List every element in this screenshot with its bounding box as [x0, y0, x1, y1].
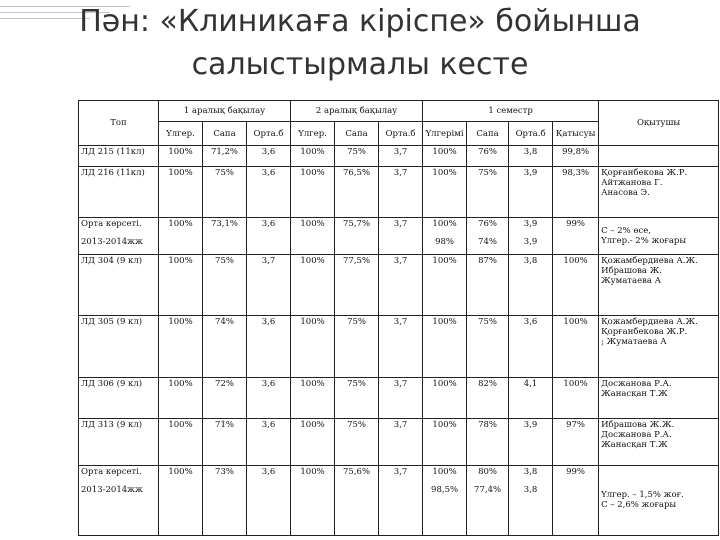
value-cell [247, 218, 291, 254]
value-cell [203, 418, 247, 465]
value-cell [159, 378, 203, 419]
value-cell [423, 254, 467, 316]
teacher-cell [599, 316, 719, 378]
value-cell [467, 465, 509, 535]
header-group: Топ [79, 101, 159, 146]
cell-value: 100% [432, 317, 457, 328]
cell-value-secondary: 98% [435, 237, 455, 248]
cell-value: 100% [300, 379, 325, 390]
teacher-name: Қорғанбекова Ж.Р. [601, 327, 688, 338]
group-name: ЛД 215 (11кл) [81, 146, 145, 157]
cell-value-secondary: 77,4% [474, 484, 502, 495]
value-cell [247, 167, 291, 218]
header-block-3: 1 семестр [423, 101, 599, 122]
teacher-name: Үлгер.- 2% жоғары [601, 235, 687, 246]
value-cell [203, 167, 247, 218]
cell-value: 3,8 [523, 466, 538, 477]
comparison-table [78, 100, 719, 536]
header-col: Үлгерімі [423, 122, 467, 145]
value-cell [467, 418, 509, 465]
cell-value-secondary: 98,5% [431, 484, 459, 495]
cell-value: 77,5% [343, 255, 371, 266]
cell-value: 100% [563, 379, 588, 390]
cell-value: 76,5% [343, 168, 371, 179]
value-cell [335, 167, 379, 218]
value-cell [553, 167, 599, 218]
cell-value: 3,9 [523, 419, 538, 430]
cell-value: 100% [432, 466, 457, 477]
value-cell [467, 218, 509, 254]
cell-value: 100% [563, 255, 588, 266]
value-cell [509, 167, 553, 218]
value-cell [553, 316, 599, 378]
cell-value-secondary: 3,8 [523, 484, 538, 495]
table-row [79, 465, 719, 535]
cell-value: 3,9 [523, 168, 538, 179]
cell-value: 3,8 [523, 255, 538, 266]
cell-value: 76% [478, 219, 498, 230]
value-cell [379, 378, 423, 419]
teacher-cell [599, 465, 719, 535]
cell-value: 3,7 [393, 466, 408, 477]
value-cell [291, 378, 335, 419]
table-row [79, 254, 719, 316]
group-name: ЛД 216 (11кл) [81, 168, 145, 179]
cell-value: 71% [215, 419, 234, 430]
value-cell [291, 465, 335, 535]
value-cell [159, 218, 203, 254]
value-cell [291, 167, 335, 218]
cell-value: 3,7 [393, 168, 408, 179]
value-cell [423, 465, 467, 535]
value-cell [423, 218, 467, 254]
cell-value: 73,1% [210, 219, 238, 230]
cell-value: 100% [432, 219, 457, 230]
teacher-name: Жуматаева А [601, 275, 662, 286]
cell-value: 72% [215, 379, 234, 390]
value-cell [553, 254, 599, 316]
header-col: Орта.б [509, 122, 553, 145]
teacher-name: Досжанова Р.А. [601, 429, 672, 440]
cell-value: 75,7% [343, 219, 371, 230]
teacher-name: Ибрашова Ж. [601, 265, 662, 276]
cell-value: 3,7 [393, 146, 408, 157]
cell-value: 3,6 [261, 379, 276, 390]
teacher-cell [599, 167, 719, 218]
cell-value: 75% [215, 168, 234, 179]
group-name: Орта көрсеті. [81, 466, 142, 477]
group-cell [79, 145, 159, 166]
cell-value: 100% [432, 255, 457, 266]
value-cell [509, 218, 553, 254]
teacher-name: С – 2,6% жоғары [601, 500, 677, 511]
cell-value: 99% [566, 219, 586, 230]
teacher-name: Үлгер. – 1,5% жоғ. [601, 490, 684, 501]
cell-value: 100% [168, 379, 193, 390]
value-cell [247, 465, 291, 535]
value-cell [335, 316, 379, 378]
cell-value: 97% [566, 419, 586, 430]
value-cell [247, 145, 291, 166]
header-block-2: 2 аралық бақылау [291, 101, 423, 122]
header-col: Қатысуы [553, 122, 599, 145]
header-col: Сапа [335, 122, 379, 145]
value-cell [509, 254, 553, 316]
group-cell [79, 167, 159, 218]
cell-value: 98,3% [562, 168, 590, 179]
group-name: ЛД 305 (9 кл) [81, 317, 143, 328]
value-cell [247, 378, 291, 419]
teacher-name: Қожамбердиева А.Ж. [601, 317, 698, 328]
value-cell [335, 218, 379, 254]
table-row [79, 145, 719, 166]
cell-value: 100% [300, 317, 325, 328]
cell-value: 73% [215, 466, 234, 477]
value-cell [203, 378, 247, 419]
value-cell [423, 145, 467, 166]
value-cell [423, 316, 467, 378]
value-cell [291, 418, 335, 465]
cell-value: 82% [478, 379, 498, 390]
value-cell [335, 378, 379, 419]
group-period: 2013-2014жж [81, 484, 143, 495]
header-col: Орта.б [247, 122, 291, 145]
cell-value: 75% [215, 255, 234, 266]
cell-value: 71,2% [210, 146, 238, 157]
cell-value: 100% [168, 419, 193, 430]
cell-value-secondary: 74% [478, 237, 498, 248]
cell-value: 80% [478, 466, 498, 477]
group-name: ЛД 306 (9 кл) [81, 379, 143, 390]
value-cell [379, 465, 423, 535]
header-col: Үлгер. [291, 122, 335, 145]
value-cell [467, 378, 509, 419]
value-cell [509, 418, 553, 465]
table-row [79, 418, 719, 465]
group-name: ЛД 304 (9 кл) [81, 255, 143, 266]
teacher-name: Жанасқан Т.Ж [601, 389, 668, 400]
table-row [79, 316, 719, 378]
value-cell [203, 254, 247, 316]
value-cell [423, 418, 467, 465]
cell-value: 75% [478, 168, 498, 179]
cell-value: 3,7 [261, 255, 276, 266]
cell-value: 99% [566, 466, 586, 477]
value-cell [379, 167, 423, 218]
value-cell [467, 316, 509, 378]
teacher-name: Жанасқан Т.Ж [601, 439, 668, 450]
cell-value: 100% [168, 255, 193, 266]
group-period: 2013-2014жж [81, 237, 143, 248]
value-cell [467, 145, 509, 166]
value-cell [467, 254, 509, 316]
cell-value: 3,6 [261, 419, 276, 430]
teacher-cell [599, 254, 719, 316]
value-cell [159, 145, 203, 166]
value-cell [509, 378, 553, 419]
value-cell [247, 316, 291, 378]
teacher-name: Қорғанбекова Ж.Р. [601, 168, 688, 179]
teacher-cell [599, 378, 719, 419]
cell-value: 3,6 [523, 317, 538, 328]
value-cell [509, 145, 553, 166]
value-cell [291, 145, 335, 166]
cell-value: 100% [432, 379, 457, 390]
value-cell [379, 418, 423, 465]
cell-value: 100% [432, 419, 457, 430]
cell-value: 3,9 [523, 219, 538, 230]
cell-value: 3,6 [261, 219, 276, 230]
value-cell [467, 167, 509, 218]
value-cell [379, 254, 423, 316]
cell-value: 100% [168, 146, 193, 157]
value-cell [291, 316, 335, 378]
value-cell [553, 218, 599, 254]
cell-value: 3,6 [261, 168, 276, 179]
group-cell [79, 465, 159, 535]
cell-value: 75% [347, 379, 366, 390]
cell-value: 100% [168, 219, 193, 230]
value-cell [423, 378, 467, 419]
teacher-name: Анасова Э. [601, 188, 650, 199]
cell-value: 100% [300, 146, 325, 157]
teacher-name: С – 2% өсе, [601, 225, 652, 236]
group-cell [79, 378, 159, 419]
cell-value: 100% [300, 168, 325, 179]
value-cell [159, 465, 203, 535]
teacher-name: Досжанова Р.А. [601, 379, 672, 390]
header-block-1: 1 аралық бақылау [159, 101, 291, 122]
cell-value: 3,6 [261, 466, 276, 477]
teacher-name: ; Жуматаева А [601, 337, 667, 348]
value-cell [159, 418, 203, 465]
cell-value: 100% [300, 419, 325, 430]
value-cell [379, 145, 423, 166]
cell-value: 87% [478, 255, 498, 266]
value-cell [335, 465, 379, 535]
cell-value: 78% [478, 419, 498, 430]
group-cell [79, 418, 159, 465]
cell-value: 100% [168, 168, 193, 179]
value-cell [247, 254, 291, 316]
cell-value: 100% [300, 255, 325, 266]
value-cell [509, 465, 553, 535]
cell-value: 75% [347, 146, 366, 157]
group-cell [79, 316, 159, 378]
value-cell [509, 316, 553, 378]
value-cell [553, 145, 599, 166]
value-cell [203, 145, 247, 166]
value-cell [159, 167, 203, 218]
comparison-table-container [78, 100, 720, 538]
value-cell [379, 316, 423, 378]
value-cell [335, 145, 379, 166]
cell-value: 3,8 [523, 146, 538, 157]
header-col: Сапа [467, 122, 509, 145]
cell-value: 3,7 [393, 419, 408, 430]
teacher-name: Қожамбердиева А.Ж. [601, 255, 698, 266]
value-cell [553, 465, 599, 535]
title-line-1: Пән: «Клиникаға кіріспе» бойынша [79, 4, 641, 39]
title-line-2: салыстырмалы кесте [191, 47, 529, 82]
group-cell [79, 218, 159, 254]
group-name: ЛД 313 (9 кл) [81, 419, 143, 430]
cell-value: 75% [478, 317, 498, 328]
cell-value: 76% [478, 146, 498, 157]
cell-value: 100% [168, 317, 193, 328]
table-row [79, 378, 719, 419]
teacher-name: Айтжанова Г. [601, 178, 663, 189]
cell-value: 99,8% [562, 146, 590, 157]
teacher-cell [599, 218, 719, 254]
value-cell [423, 167, 467, 218]
value-cell [291, 254, 335, 316]
cell-value: 75% [347, 317, 366, 328]
cell-value: 100% [432, 146, 457, 157]
value-cell [335, 254, 379, 316]
group-name: Орта көрсеті. [81, 219, 142, 230]
cell-value: 3,7 [393, 255, 408, 266]
table-row [79, 218, 719, 254]
slide-title [0, 0, 720, 86]
header-teacher: Оқытушы [599, 101, 719, 146]
cell-value: 75% [347, 419, 366, 430]
cell-value: 3,6 [261, 146, 276, 157]
cell-value: 3,7 [393, 219, 408, 230]
value-cell [203, 218, 247, 254]
value-cell [291, 218, 335, 254]
teacher-cell [599, 418, 719, 465]
value-cell [203, 465, 247, 535]
value-cell [335, 418, 379, 465]
value-cell [159, 254, 203, 316]
value-cell [379, 218, 423, 254]
cell-value: 75,6% [343, 466, 371, 477]
value-cell [247, 418, 291, 465]
cell-value: 3,7 [393, 317, 408, 328]
value-cell [553, 418, 599, 465]
cell-value: 3,7 [393, 379, 408, 390]
group-cell [79, 254, 159, 316]
value-cell [553, 378, 599, 419]
cell-value: 100% [300, 466, 325, 477]
cell-value-secondary: 3,9 [523, 237, 538, 248]
teacher-name: Ибрашова Ж.Ж. [601, 419, 675, 430]
header-col: Сапа [203, 122, 247, 145]
cell-value: 100% [168, 466, 193, 477]
cell-value: 100% [300, 219, 325, 230]
value-cell [159, 316, 203, 378]
cell-value: 3,6 [261, 317, 276, 328]
value-cell [203, 316, 247, 378]
header-col: Үлгер. [159, 122, 203, 145]
cell-value: 100% [563, 317, 588, 328]
cell-value: 74% [215, 317, 234, 328]
header-col: Орта.б [379, 122, 423, 145]
cell-value: 4,1 [523, 379, 538, 390]
teacher-cell [599, 145, 719, 166]
table-row [79, 167, 719, 218]
cell-value: 100% [432, 168, 457, 179]
